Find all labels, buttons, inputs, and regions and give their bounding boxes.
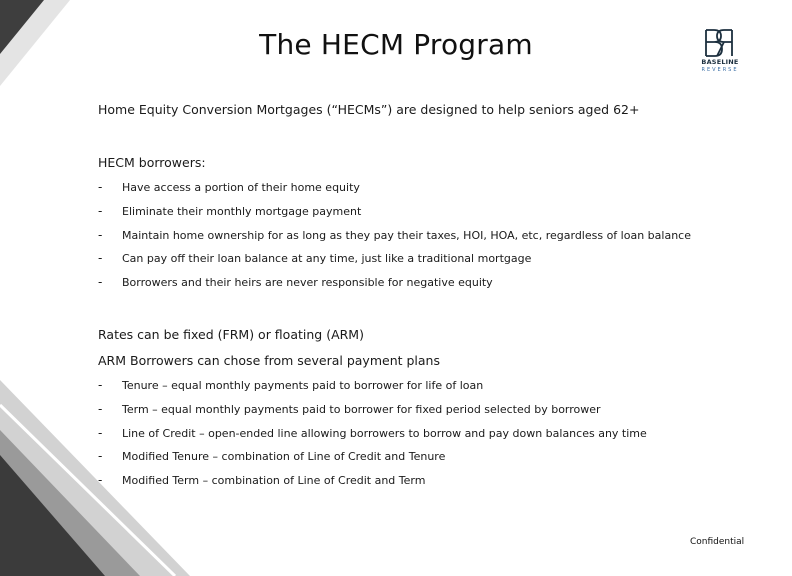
list-item-text: Eliminate their monthly mortgage payment [122,205,362,218]
borrowers-heading: HECM borrowers: [98,155,206,170]
bullet-dash: - [98,180,103,194]
confidential-footer: Confidential [690,537,745,547]
bullet-dash: - [98,402,103,416]
logo-wordmark: BASELINE [701,58,739,66]
logo-subtitle: REVERSE [701,67,739,73]
list-item-text: Can pay off their loan balance at any time, just like a traditional mortgage [122,252,532,265]
bullet-dash: - [98,449,103,463]
bullet-dash: - [98,473,103,487]
bullet-dash: - [98,228,103,242]
list-item-text: Line of Credit – open-ended line allowing borrowers to borrow and pay down balances any time [122,427,647,440]
list-item-text: Maintain home ownership for as long as they pay their taxes, HOI, HOA, etc, regardless of loan balance [122,229,691,242]
intro-text: Home Equity Conversion Mortgages (“HECMs”) are designed to help seniors aged 62+ [98,102,640,117]
bullet-dash: - [98,426,103,440]
list-item-text: Term – equal monthly payments paid to borrower for fixed period selected by borrower [122,403,601,416]
arm-heading: ARM Borrowers can chose from several payment plans [98,353,440,368]
list-item-text: Modified Tenure – combination of Line of Credit and Tenure [122,450,446,463]
list-item-text: Modified Term – combination of Line of Credit and Term [122,474,426,487]
bullet-dash: - [98,378,103,392]
list-item-text: Tenure – equal monthly payments paid to borrower for life of loan [122,379,484,392]
slide-title: The HECM Program [259,28,533,61]
list-item-text: Borrowers and their heirs are never responsible for negative equity [122,276,493,289]
rates-text: Rates can be fixed (FRM) or floating (ARM) [98,327,364,342]
bullet-dash: - [98,251,103,265]
bullet-dash: - [98,204,103,218]
bullet-dash: - [98,275,103,289]
list-item-text: Have access a portion of their home equity [122,181,360,194]
